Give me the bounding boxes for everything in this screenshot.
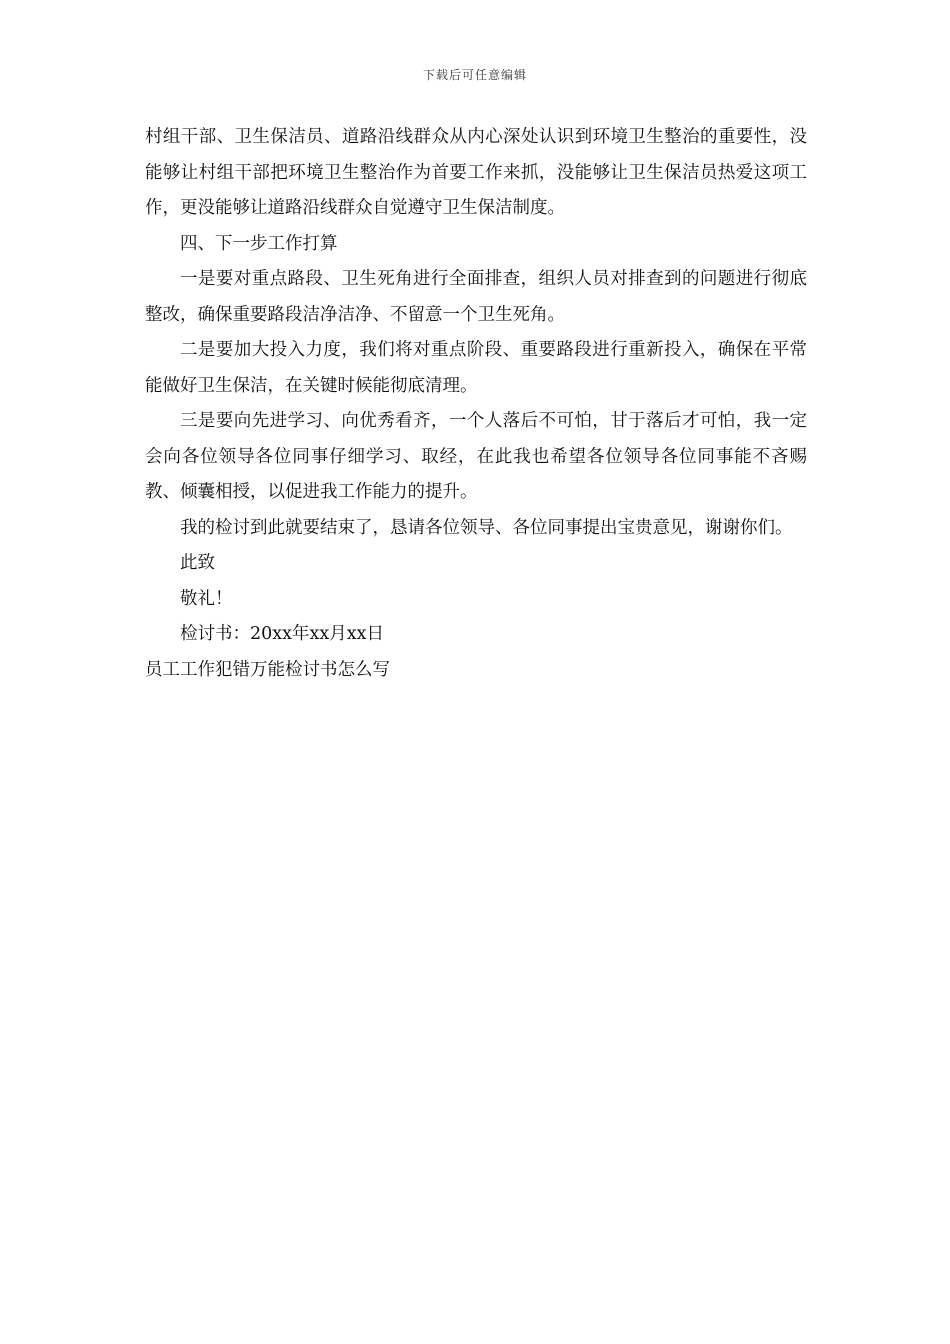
salutation-line: 此致	[180, 553, 215, 573]
paragraph-plan-1: 一是要对重点路段、卫生死角进行全面排查，组织人员对排查到的问题进行彻底整改，确保重要路段洁净洁净、不留意一个卫生死角。	[145, 269, 807, 325]
paragraph-closing: 我的检讨到此就要结束了，恳请各位领导、各位同事提出宝贵意见，谢谢你们。	[180, 517, 793, 538]
document-body	[145, 120, 807, 688]
paragraph-plan-2: 二是要加大投入力度，我们将对重点阶段、重要路段进行重新投入，确保在平常能做好卫生保洁，在关键时候能彻底清理。	[145, 340, 807, 396]
paragraph-continued: 村组干部、卫生保洁员、道路沿线群众从内心深处认识到环境卫生整治的重要性，没能够让村组干部把环境卫生整治作为首要工作来抓，没能够让卫生保洁员热爱这项工作，更没能够让道路沿线群众自觉遵守卫生保洁制度。	[145, 127, 807, 218]
next-title: 员工工作犯错万能检讨书怎么写	[145, 659, 390, 680]
signature-date: 检讨书：20xx年xx月xx日	[180, 624, 384, 644]
section-heading: 四、下一步工作打算	[180, 233, 338, 254]
paragraph-plan-3: 三是要向先进学习、向优秀看齐，一个人落后不可怕，甘于落后才可怕，我一定会向各位领导各位同事仔细学习、取经，在此我也希望各位领导各位同事能不吝赐教、倾囊相授，以促进我工作能力的提升。	[145, 411, 807, 502]
regards-line: 敬礼！	[180, 588, 233, 609]
page-header: 下载后可任意编辑	[422, 68, 527, 82]
